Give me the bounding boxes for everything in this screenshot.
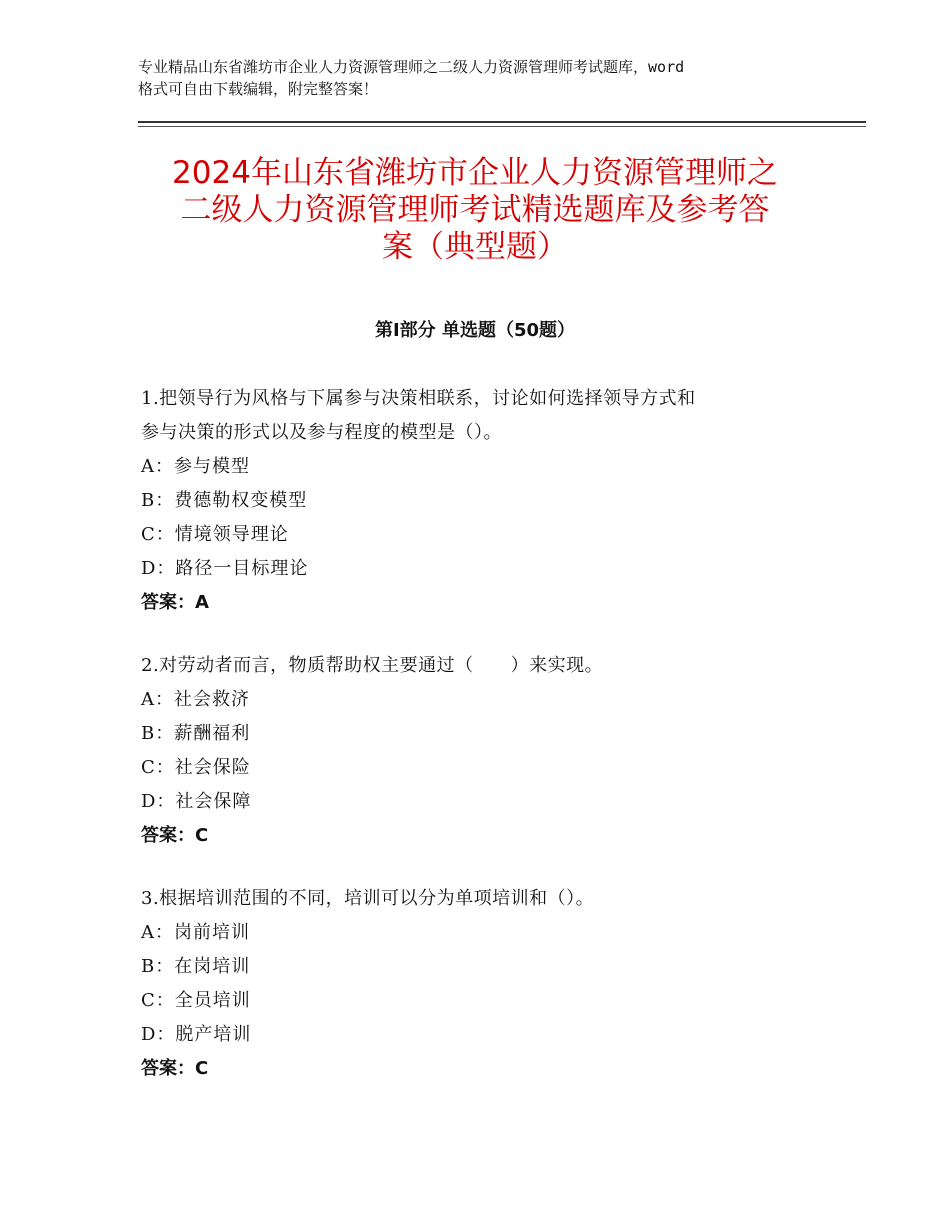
answer-label: 答案：C <box>141 1058 209 1079</box>
answer-label: 答案：C <box>141 825 209 846</box>
option-a: A：岗前培训 <box>141 922 250 943</box>
header-divider-thin <box>138 126 866 127</box>
question-item <box>141 882 821 1086</box>
answer-label: 答案：A <box>141 592 209 613</box>
option-d: D：路径一目标理论 <box>141 558 309 579</box>
question-stem: 2.对劳动者而言，物质帮助权主要通过（ ）来实现。 <box>141 655 604 676</box>
title-line: 2024年山东省潍坊市企业人力资源管理师之 <box>172 155 778 191</box>
document-title <box>130 155 820 266</box>
title-line: 案（典型题） <box>382 229 568 265</box>
option-d: D：脱产培训 <box>141 1024 252 1045</box>
option-c: C：社会保险 <box>141 757 251 778</box>
question-stem: 3.根据培训范围的不同，培训可以分为单项培训和（）。 <box>141 888 595 909</box>
option-a: A：社会救济 <box>141 689 250 710</box>
option-b: B：费德勒权变模型 <box>141 490 308 511</box>
option-d: D：社会保障 <box>141 791 252 812</box>
section-heading: 第Ⅰ部分 单选题（50题） <box>374 320 575 341</box>
option-a: A：参与模型 <box>141 456 250 477</box>
option-c: C：全员培训 <box>141 990 251 1011</box>
question-item <box>141 382 821 620</box>
header-note-line: 专业精品山东省潍坊市企业人力资源管理师之二级人力资源管理师考试题库，word <box>138 58 685 76</box>
option-b: B：薪酬福利 <box>141 723 251 744</box>
question-stem: 1.把领导行为风格与下属参与决策相联系，讨论如何选择领导方式和 <box>141 388 696 409</box>
header-note-line: 格式可自由下载编辑，附完整答案！ <box>138 80 379 98</box>
option-b: B：在岗培训 <box>141 956 251 977</box>
question-stem: 参与决策的形式以及参与程度的模型是（）。 <box>141 422 502 443</box>
question-list <box>141 382 821 1115</box>
option-c: C：情境领导理论 <box>141 524 289 545</box>
header-divider <box>138 121 866 123</box>
title-line: 二级人力资源管理师考试精选题库及参考答 <box>180 192 770 228</box>
header-note <box>138 56 818 100</box>
question-item <box>141 649 821 853</box>
